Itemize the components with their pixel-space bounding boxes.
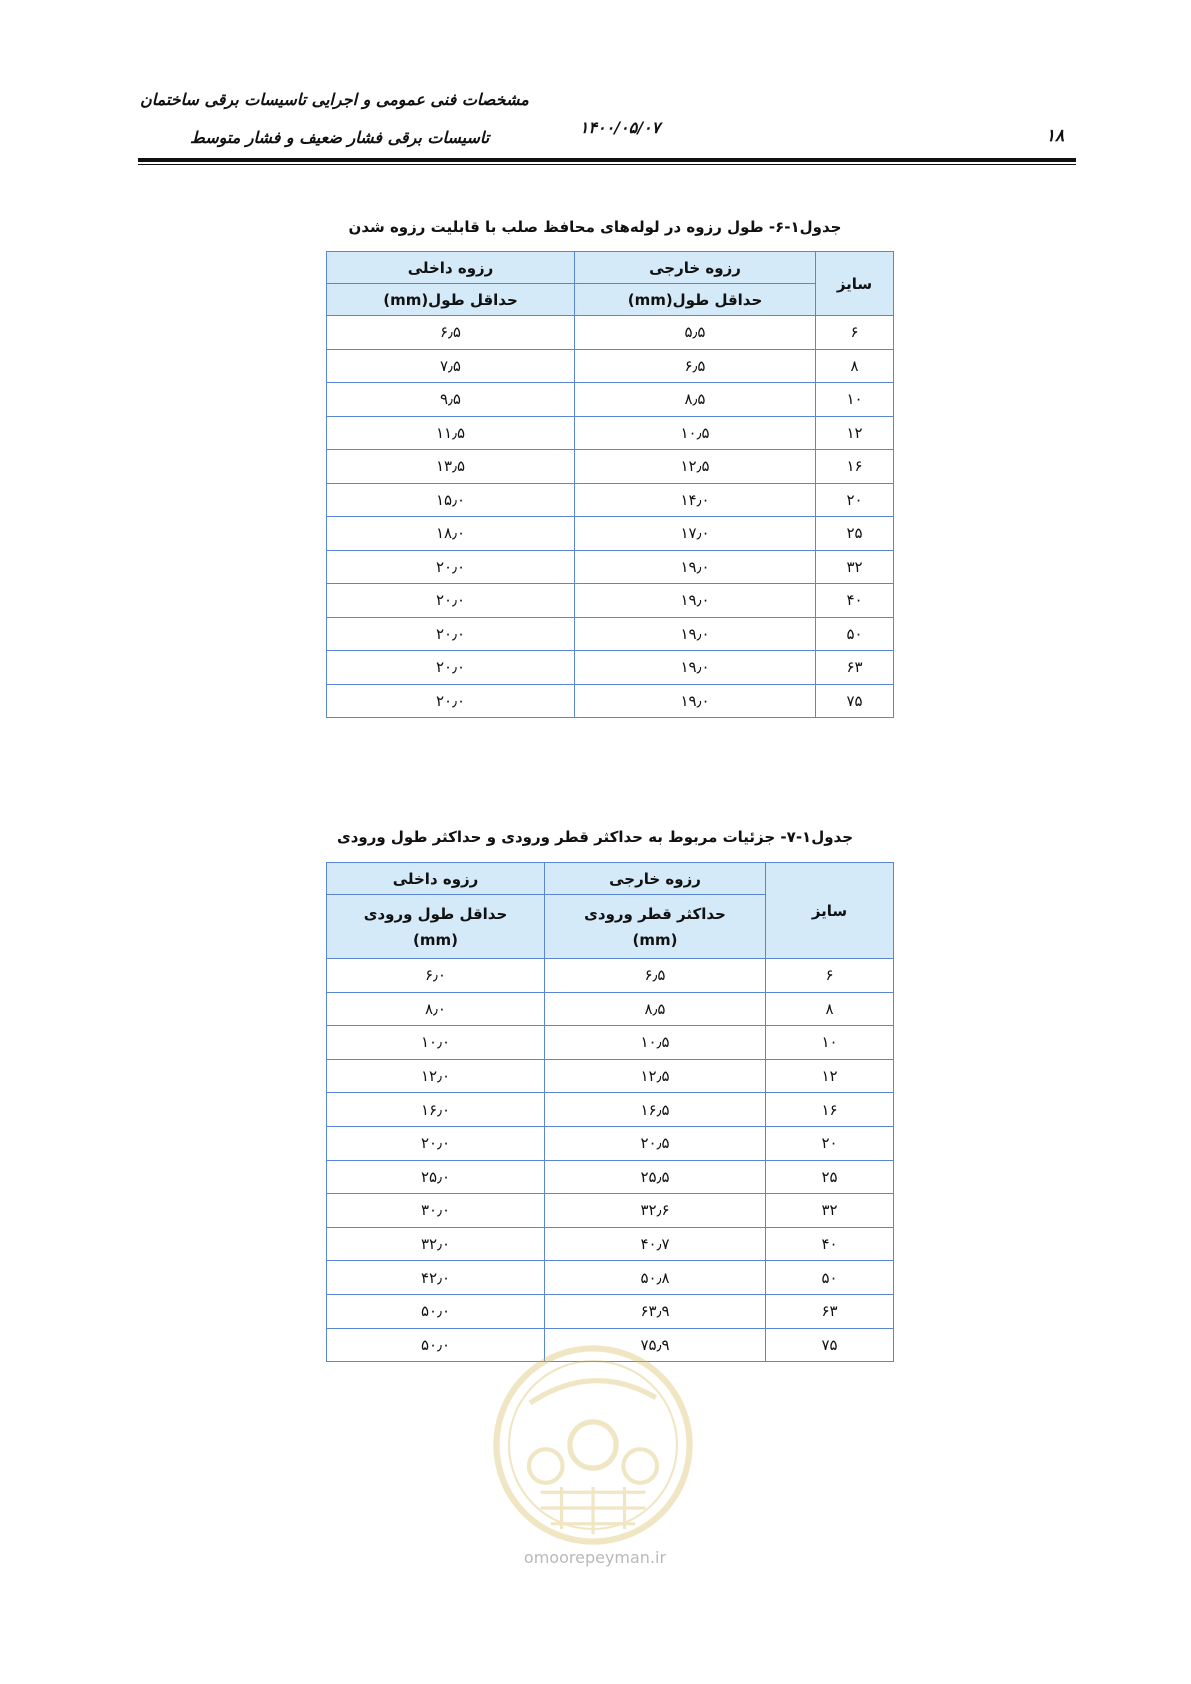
external-cell: ۸٫۵ (545, 992, 766, 1026)
external-cell: ۱۰٫۵ (575, 416, 816, 450)
watermark-site: omoorepeyman.ir (523, 1548, 667, 1567)
internal-cell: ۱۰٫۰ (327, 1026, 545, 1060)
size-cell: ۸ (816, 349, 894, 383)
table2-header-external-sub (545, 895, 766, 959)
table1-header-internal-sub: حداقل طول(mm) (327, 284, 575, 316)
entry-diameter-table (326, 862, 894, 1362)
table-row (327, 684, 894, 718)
size-cell: ۱۶ (766, 1093, 894, 1127)
table-row (327, 1194, 894, 1228)
internal-cell: ۲۰٫۰ (327, 584, 575, 618)
table-row (327, 383, 894, 417)
size-cell: ۵۰ (766, 1261, 894, 1295)
table-row (327, 517, 894, 551)
external-cell: ۱۰٫۵ (545, 1026, 766, 1060)
internal-cell: ۵۰٫۰ (327, 1328, 545, 1362)
table1-body (327, 316, 894, 718)
table-row (327, 1059, 894, 1093)
size-cell: ۱۲ (766, 1059, 894, 1093)
size-cell: ۲۵ (766, 1160, 894, 1194)
size-cell: ۱۰ (816, 383, 894, 417)
table2-header-external-sub-label: حداکثر قطر ورودی (584, 904, 726, 923)
external-cell: ۶۳٫۹ (545, 1294, 766, 1328)
size-cell: ۴۰ (816, 584, 894, 618)
internal-cell: ۱۳٫۵ (327, 450, 575, 484)
internal-cell: ۶٫۰ (327, 959, 545, 993)
size-cell: ۱۶ (816, 450, 894, 484)
internal-cell: ۲۰٫۰ (327, 550, 575, 584)
internal-cell: ۱۶٫۰ (327, 1093, 545, 1127)
size-cell: ۱۰ (766, 1026, 894, 1060)
internal-cell: ۱۱٫۵ (327, 416, 575, 450)
size-cell: ۶ (816, 316, 894, 350)
size-cell: ۲۰ (766, 1126, 894, 1160)
table-row (327, 1294, 894, 1328)
table-row (327, 316, 894, 350)
table-row (327, 416, 894, 450)
thread-length-table (326, 251, 894, 718)
size-cell: ۶ (766, 959, 894, 993)
external-cell: ۱۹٫۰ (575, 651, 816, 685)
table2-header-internal-unit: (mm) (413, 930, 458, 949)
size-cell: ۳۲ (766, 1194, 894, 1228)
external-cell: ۱۹٫۰ (575, 617, 816, 651)
table-row (327, 1026, 894, 1060)
internal-cell: ۱۲٫۰ (327, 1059, 545, 1093)
external-cell: ۶٫۵ (575, 349, 816, 383)
table1-header-external: رزوه خارجی (575, 252, 816, 284)
table2-body (327, 959, 894, 1362)
table-row (327, 1093, 894, 1127)
table-row (327, 1227, 894, 1261)
internal-cell: ۸٫۰ (327, 992, 545, 1026)
internal-cell: ۳۰٫۰ (327, 1194, 545, 1228)
size-cell: ۳۲ (816, 550, 894, 584)
header-title-line2: تاسیسات برقی فشار ضعیف و فشار متوسط (190, 128, 490, 147)
table-row (327, 584, 894, 618)
internal-cell: ۷٫۵ (327, 349, 575, 383)
table2-header-size: سایز (766, 863, 894, 959)
external-cell: ۲۵٫۵ (545, 1160, 766, 1194)
external-cell: ۵٫۵ (575, 316, 816, 350)
size-cell: ۲۵ (816, 517, 894, 551)
size-cell: ۷۵ (766, 1328, 894, 1362)
external-cell: ۷۵٫۹ (545, 1328, 766, 1362)
table-row (327, 550, 894, 584)
external-cell: ۱۷٫۰ (575, 517, 816, 551)
header-rule-thick (138, 158, 1076, 162)
page-header (0, 0, 1191, 170)
internal-cell: ۴۲٫۰ (327, 1261, 545, 1295)
internal-cell: ۳۲٫۰ (327, 1227, 545, 1261)
internal-cell: ۲۰٫۰ (327, 651, 575, 685)
external-cell: ۲۰٫۵ (545, 1126, 766, 1160)
table-row (327, 1160, 894, 1194)
table1-caption: جدول۱-۶- طول رزوه در لوله‌های محافظ صلب با قابلیت رزوه شدن (348, 218, 842, 236)
table2-caption: جدول۱-۷- جزئیات مربوط به حداکثر قطر ورودی و حداکثر طول ورودی (336, 828, 854, 846)
external-cell: ۱۶٫۵ (545, 1093, 766, 1127)
table1-header-external-sub: حداقل طول(mm) (575, 284, 816, 316)
internal-cell: ۹٫۵ (327, 383, 575, 417)
table2-header-external-unit: (mm) (632, 930, 678, 949)
size-cell: ۷۵ (816, 684, 894, 718)
external-cell: ۶٫۵ (545, 959, 766, 993)
table-row (327, 1261, 894, 1295)
table1-header-size: سایز (816, 252, 894, 316)
size-cell: ۶۳ (766, 1294, 894, 1328)
header-date: ۱۴۰۰/۰۵/۰۷ (579, 118, 661, 137)
table1-header-internal: رزوه داخلی (327, 252, 575, 284)
table2-header-internal: رزوه داخلی (327, 863, 545, 895)
external-cell: ۴۰٫۷ (545, 1227, 766, 1261)
table-row (327, 349, 894, 383)
table2-header-external: رزوه خارجی (545, 863, 766, 895)
table-row (327, 959, 894, 993)
table-row (327, 1126, 894, 1160)
table-row (327, 992, 894, 1026)
size-cell: ۴۰ (766, 1227, 894, 1261)
external-cell: ۳۲٫۶ (545, 1194, 766, 1228)
table-row (327, 450, 894, 484)
size-cell: ۸ (766, 992, 894, 1026)
internal-cell: ۲۰٫۰ (327, 1126, 545, 1160)
table2-header-internal-sub-label: حداقل طول ورودی (363, 904, 508, 923)
header-rule-thin (138, 164, 1076, 165)
external-cell: ۱۴٫۰ (575, 483, 816, 517)
external-cell: ۱۹٫۰ (575, 684, 816, 718)
internal-cell: ۲۰٫۰ (327, 617, 575, 651)
page-number: ۱۸ (1045, 126, 1065, 146)
internal-cell: ۲۰٫۰ (327, 684, 575, 718)
external-cell: ۱۲٫۵ (575, 450, 816, 484)
table-row (327, 651, 894, 685)
external-cell: ۵۰٫۸ (545, 1261, 766, 1295)
external-cell: ۱۲٫۵ (545, 1059, 766, 1093)
internal-cell: ۱۸٫۰ (327, 517, 575, 551)
table-row (327, 617, 894, 651)
internal-cell: ۲۵٫۰ (327, 1160, 545, 1194)
internal-cell: ۱۵٫۰ (327, 483, 575, 517)
table2-header-internal-sub (327, 895, 545, 959)
external-cell: ۱۹٫۰ (575, 550, 816, 584)
external-cell: ۱۹٫۰ (575, 584, 816, 618)
header-title-line1: مشخصات فنی عمومی و اجرایی تاسیسات برقی ساختمان (140, 90, 529, 109)
size-cell: ۲۰ (816, 483, 894, 517)
external-cell: ۸٫۵ (575, 383, 816, 417)
size-cell: ۵۰ (816, 617, 894, 651)
table-row (327, 483, 894, 517)
size-cell: ۶۳ (816, 651, 894, 685)
omoore-peyman-seal-icon (488, 1340, 698, 1550)
size-cell: ۱۲ (816, 416, 894, 450)
internal-cell: ۵۰٫۰ (327, 1294, 545, 1328)
internal-cell: ۶٫۵ (327, 316, 575, 350)
